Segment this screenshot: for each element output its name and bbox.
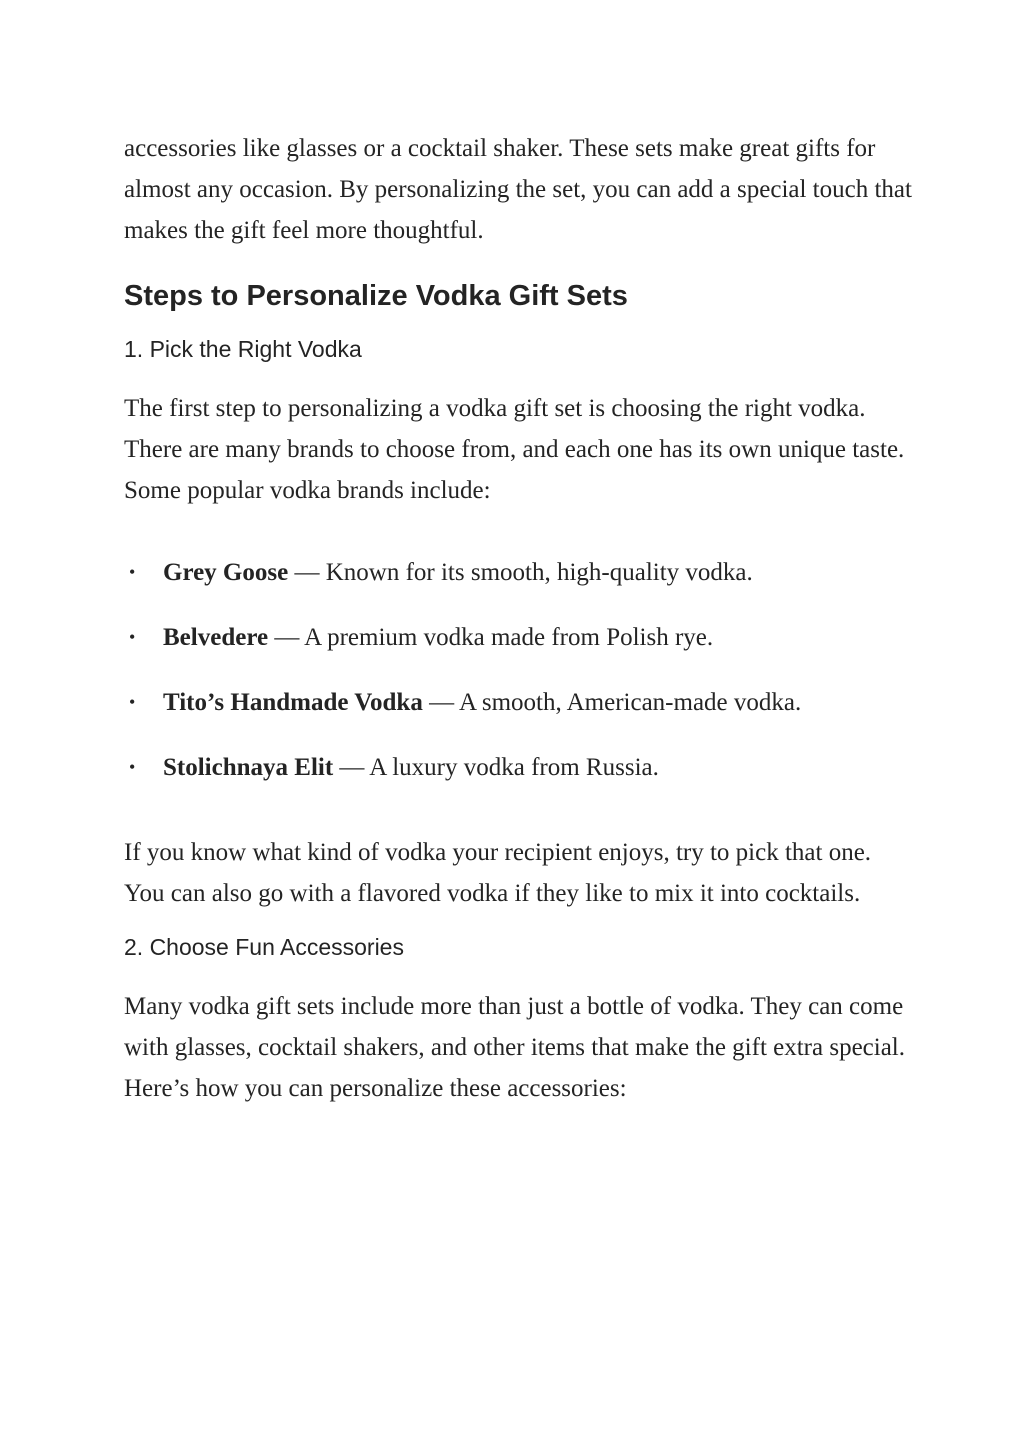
brand-name: Belvedere — [163, 624, 269, 651]
intro-paragraph: accessories like glasses or a cocktail shaker. These sets make great gifts for almost any occasion. By personalizing the set, you can add a special touch that makes the gift feel more thoughtful. — [124, 135, 912, 244]
step-1-followup-paragraph: If you know what kind of vodka your recipient enjoys, try to pick that one. You can also go with a flavored vodka if they like to mix it into cocktails. — [124, 839, 872, 907]
bullet-icon: • — [129, 692, 136, 712]
list-item — [124, 617, 914, 658]
step-2-title: 2. Choose Fun Accessories — [124, 934, 404, 960]
step-1-title: 1. Pick the Right Vodka — [124, 336, 362, 362]
bullet-icon: • — [129, 757, 136, 777]
brand-name: Grey Goose — [163, 559, 289, 586]
section-heading: Steps to Personalize Vodka Gift Sets — [124, 280, 628, 312]
brand-description: — A luxury vodka from Russia. — [333, 754, 659, 781]
document-page — [124, 128, 914, 1109]
brand-name: Stolichnaya Elit — [163, 754, 334, 781]
list-item — [124, 682, 914, 723]
brand-description: — A smooth, American-made vodka. — [422, 689, 802, 716]
bullet-icon: • — [129, 627, 136, 647]
step-1-paragraph: The first step to personalizing a vodka gift set is choosing the right vodka. There are many brands to choose from, and each one has its own unique taste. Some popular vodka brands include: — [124, 395, 905, 504]
brand-description: — A premium vodka made from Polish rye. — [268, 624, 714, 651]
brand-name: Tito’s Handmade Vodka — [163, 689, 423, 716]
list-item — [124, 552, 914, 593]
brand-description: — Known for its smooth, high-quality vodka. — [288, 559, 753, 586]
vodka-brand-list — [124, 552, 914, 788]
bullet-icon: • — [129, 562, 136, 582]
list-item — [124, 747, 914, 788]
step-2-paragraph: Many vodka gift sets include more than just a bottle of vodka. They can come with glasses, cocktail shakers, and other items that make the gift extra special. Here’s how you can personalize these accessories: — [124, 993, 906, 1102]
